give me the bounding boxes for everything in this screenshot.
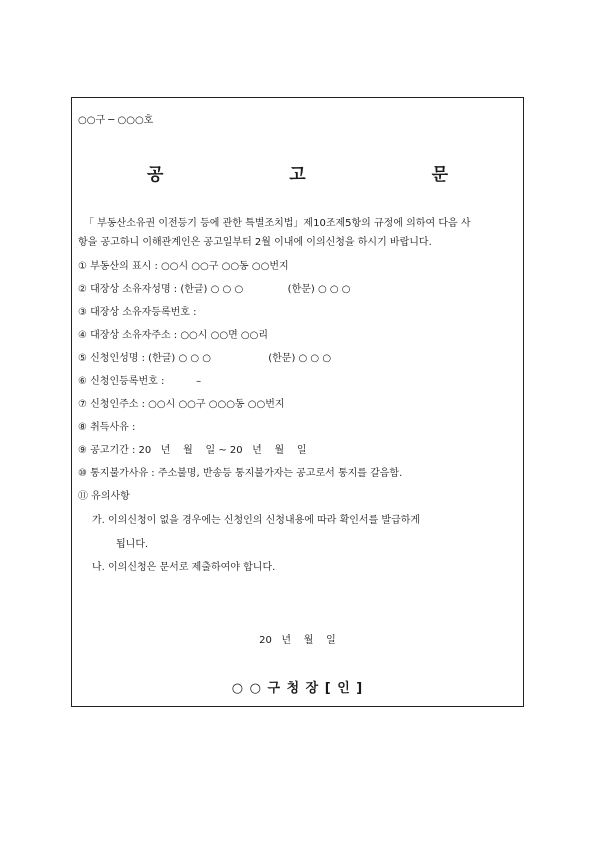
item-owner-address: ④ 대장상 소유자주소 : ○○시 ○○면 ○○리 — [78, 330, 269, 341]
intro-line-2: 항을 공고하니 이해관계인은 공고일부터 2월 이내에 이의신청을 하시기 바랍니다. — [78, 237, 432, 248]
item-applicant-address: ⑦ 신청인주소 : ○○시 ○○구 ○○○동 ○○번지 — [78, 399, 285, 410]
item-undeliverable-reason: ⑩ 통지불가사유 : 주소불명, 반송등 통지불가자는 공고로서 통지를 갈음함. — [78, 468, 403, 479]
document-number: ○○구 ─ ○○○호 — [78, 115, 154, 126]
notice-date: 20 년 월 일 — [259, 635, 336, 646]
note-ga-line-2: 됩니다. — [116, 539, 149, 550]
item-acquisition-reason: ⑧ 취득사유 : — [78, 422, 136, 433]
item-notes-heading: ⑪ 유의사항 — [78, 491, 130, 502]
note-ga-line-1: 가. 이의신청이 없을 경우에는 신청인의 신청내용에 따라 확인서를 발급하게 — [92, 515, 421, 526]
notice-title: 공 고 문 — [146, 165, 509, 185]
note-na-line: 나. 이의신청은 문서로 제출하여야 합니다. — [92, 562, 276, 573]
item-property-location: ① 부동산의 표시 : ○○시 ○○구 ○○동 ○○번지 — [78, 261, 289, 272]
item-applicant-name: ⑤ 신청인성명 : (한글) ○ ○ ○ (한문) ○ ○ ○ — [78, 353, 332, 364]
item-owner-registration-number: ③ 대장상 소유자등록번호 : — [78, 307, 197, 318]
intro-line-1: 「 부동산소유권 이전등기 등에 관한 특별조치법」제10조제5항의 규정에 의하여 다음 사 — [84, 218, 471, 229]
item-owner-name: ② 대장상 소유자성명 : (한글) ○ ○ ○ (한문) ○ ○ ○ — [78, 284, 351, 295]
item-applicant-registration-number: ⑥ 신청인등록번호 : – — [78, 376, 202, 387]
issuer-signature: ○ ○ 구 청 장 [ 인 ] — [231, 681, 364, 696]
item-notice-period: ⑨ 공고기간 : 20 년 월 일 ~ 20 년 월 일 — [78, 445, 307, 456]
